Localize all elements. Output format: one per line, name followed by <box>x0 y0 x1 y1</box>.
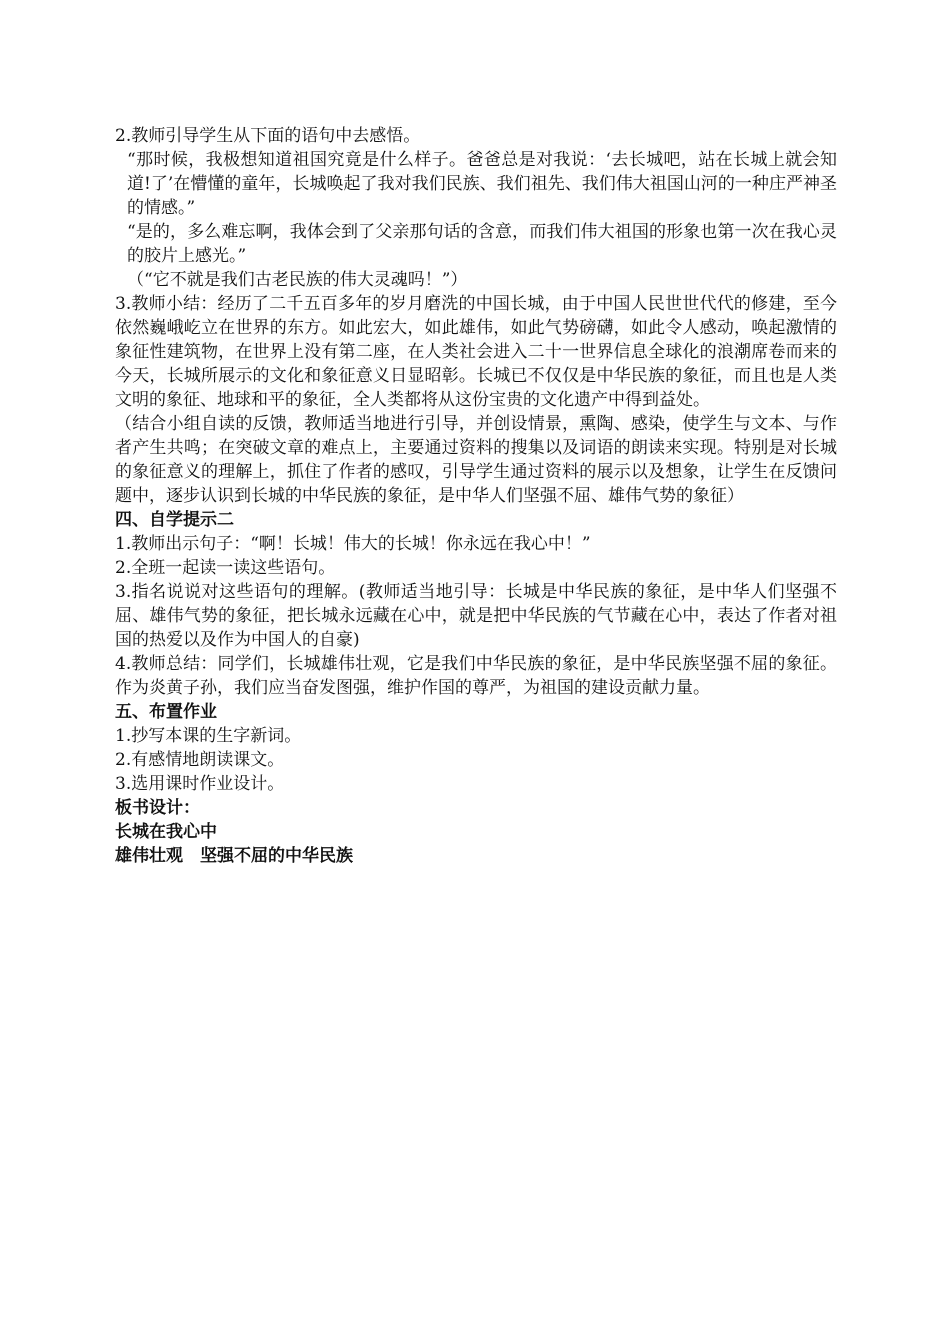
section-5-item-2: 2.有感情地朗读课文。 <box>115 750 285 770</box>
section-5-item-1: 1.抄写本课的生字新词。 <box>115 726 302 746</box>
step-2-paragraph: 2.教师引导学生从下面的语句中去感悟。 <box>115 126 421 146</box>
section-4-heading: 四、自学提示二 <box>115 510 234 530</box>
section-4-item-3: 3.指名说说对这些语句的理解。(教师适当地引导：长城是中华民族的象征，是中华人们坚强不屈、雄伟气势的象征，把长城永远藏在心中，就是把中华民族的气节藏在心中，表达了作者对祖国的热爱以及作为中国人的自豪) <box>115 582 837 650</box>
section-5-heading: 五、布置作业 <box>115 702 217 722</box>
document-page <box>115 124 837 868</box>
quote-soul: （“它不就是我们古老民族的伟大灵魂吗！”） <box>127 270 468 290</box>
board-design-line: 雄伟壮观 坚强不屈的中华民族 <box>115 846 353 866</box>
section-4-item-4: 4.教师总结：同学们，长城雄伟壮观，它是我们中华民族的象征，是中华民族坚强不屈的象征。作为炎黄子孙，我们应当奋发图强，维护作国的尊严，为祖国的建设贡献力量。 <box>115 654 837 698</box>
section-5-item-3: 3.选用课时作业设计。 <box>115 774 285 794</box>
teaching-note-paragraph: （结合小组自读的反馈，教师适当地进行引导，并创设情景，熏陶、感染，使学生与文本、与作者产生共鸣；在突破文章的难点上，主要通过资料的搜集以及词语的朗读来实现。特别是对长城的象征意义的理解上，抓住了作者的感叹，引导学生通过资料的展示以及想象，让学生在反馈问题中，逐步认识到长城的中华民族的象征，是中华人们坚强不屈、雄伟气势的象征） <box>115 414 837 506</box>
teacher-summary-paragraph: 3.教师小结：经历了二千五百多年的岁月磨洗的中国长城，由于中国人民世世代代的修建，至今依然巍峨屹立在世界的东方。如此宏大，如此雄伟，如此气势磅礴，如此令人感动，唤起激情的象征性建筑物，在世界上没有第二座，在人类社会进入二十一世界信息全球化的浪潮席卷而来的今天，长城所展示的文化和象征意义日显昭彰。长城已不仅仅是中华民族的象征，而且也是人类文明的象征、地球和平的象征，全人类都将从这份宝贵的文化遗产中得到益处。 <box>115 294 837 410</box>
board-design-title: 长城在我心中 <box>115 822 217 842</box>
board-design-heading: 板书设计： <box>115 798 200 818</box>
quote-memory: “是的，多么难忘啊，我体会到了父亲那句话的含意，而我们伟大祖国的形象也第一次在我心灵的胶片上感光。” <box>127 222 837 266</box>
section-4-item-1: 1.教师出示句子：“啊！长城！伟大的长城！你永远在我心中！” <box>115 534 591 554</box>
section-4-item-2: 2.全班一起读一读这些语句。 <box>115 558 336 578</box>
quote-childhood: “那时候，我极想知道祖国究竟是什么样子。爸爸总是对我说：‘去长城吧，站在长城上就会知道!了’在懵懂的童年，长城唤起了我对我们民族、我们祖先、我们伟大祖国山河的一种庄严神圣的情感。” <box>127 150 837 218</box>
